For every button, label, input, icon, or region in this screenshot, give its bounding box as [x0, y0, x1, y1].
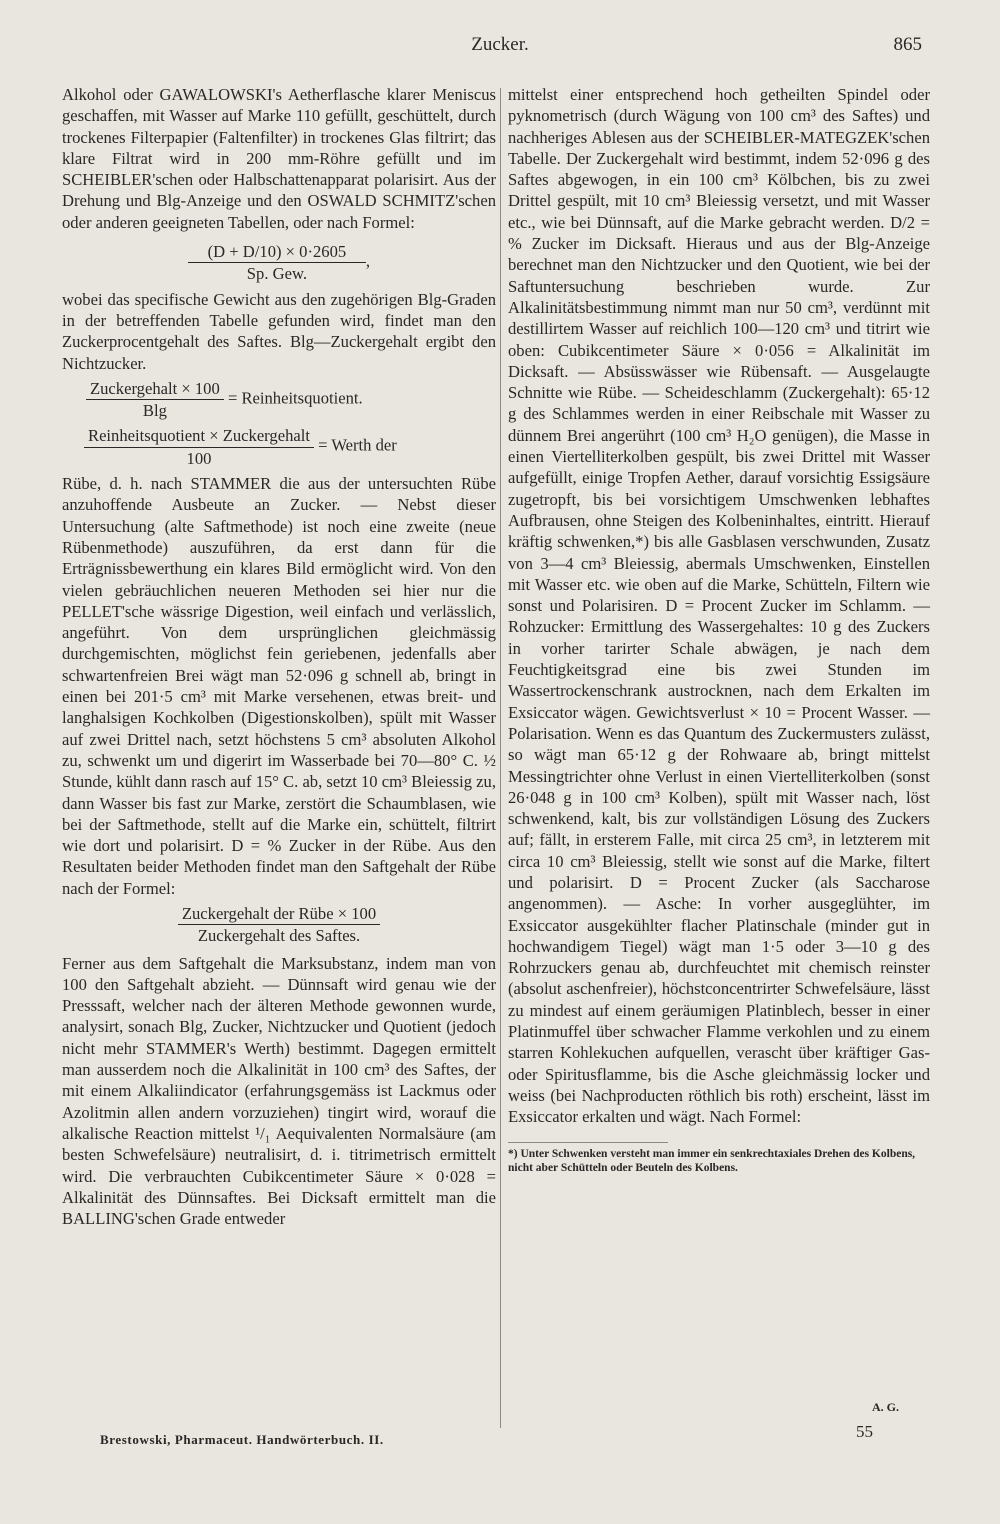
- author-initials: A. G.: [872, 1400, 899, 1414]
- sheet-number: 55: [856, 1422, 873, 1441]
- column-divider: [500, 88, 501, 1428]
- right-paragraph-1: mittelst einer entsprechend hoch getheilten Spindel oder pyknometrisch (durch Wägung von 100 cm³ des Saftes) und nachheriges Ablesen aus der SCHEIBLER-MATEGZEK'schen Tabelle. Der Zuckergehalt wird bestimmt, indem 52·096 g des Saftes abgewogen, in ein 100 cm³ Kölbchen, bis zu zwei Drittel gespült, mit 10 cm³ Bleiessig versetzt, und mit Wasser etc., wie bei Dünnsaft, auf die Marke gebracht werden. D/2 = % Zucker im Dicksaft. Hieraus und aus der Blg-Anzeige berechnet man den Nichtzucker und den Quotient, wie bei der Saftuntersuchung beschrieben wurde. Zur Alkalinitätsbestimmung nimmt man nur 50 cm³, verdünnt mit destillirtem Wasser auf reichlich 100—120 cm³ und titrirt wie oben: Cubikcentimeter Säure × 0·056 = Alkalinität im Dicksaft. — Absüsswässer wie Rübensaft. — Ausgelaugte Schnitte wie Rübe. — Scheideschlamm (Zuckergehalt): 65·12 g des Schlammes werden in einer Reibschale mit Wasser zu dünnem Brei angerührt (100 cm³ H₂O genügen), die Masse in einen Viertelliterkolben gespült, bis zwei Drittel mit Wasser aufgefüllt, einige Tropfen Aether, darauf vorsichtig Essigsäure zugetropft, bis bei vorsichtigem Umschwenken lebhaftes Aufbrausen, ohne Steigen des Kolbeninhaltes, eintritt. Hierauf kräftig schwenken,*) bis alle Gasblasen verschwunden, Zusatz von 3—4 cm³ Bleiessig, abermals Umschwenken, Einstellen mit Wasser etc. wie oben auf die Marke, Schütteln, Filtern wie sonst und Polarisiren. D = Procent Zucker im Schlamm. — Rohzucker: Ermittlung des Wassergehaltes: 10 g des Zuckers in vorher tarirter Schale abwägen, je nach dem Feuchtigkeitsgrad eine bis zwei Stunden im Wassertrockenschrank austrocknen, nach dem Erkalten im Exsiccator wägen. Gewichtsverlust × 10 = Procent Wasser. — Polarisation. Wenn es das Quantum des Zuckermusters zulässt, so wägt man 65·12 g der Rohwaare ab, bringt mittelst Messingtrichter ohne Verlust in einen Viertelliterkolben (sonst 26·048 g in 100 cm³ Kolben), spült mit Wasser nach, löst schwenkend, kalt, bis zur vollständigen Lösung des Zuckers auf; fällt, in ersterem Falle, mit circa 25 cm³, in letzterem mit circa 10 cm³ Bleiessig, stellt wie sonst auf die Marke, filtert und polarisirt. D = Procent Zucker (als Saccharose angenommen). — Asche: In vorher ausgeglühter, im Exsiccator ausgekühlter flacher Platinschale (minder gut in hochwandigem Tiegel) wägt man 1·5 oder 3—10 g des Rohrzuckers genau ab, durchfeuchtet mit chemisch reinster (absolut aschenfreier), höchstconcentrirter Schwefelsäure, lässt zu mindest auf einem geräumigen Platinblech, besser in einer Platinmuffel über schwacher Flamme verkohlen und zu einem starren Kohlekuchen aufquellen, verascht über kräftiger Gas- oder Spiritusflamme, bis die Asche gleichmässig locker und weiss (bei Nachproducten röthlich bis roth) erscheint, lässt im Exsiccator erkalten und wägt. Nach Formel:: [508, 85, 930, 1127]
- formula-purity-quotient: $\frac{\text{Zuckergehalt × 100}}{Blg}$ = Reinheitsquotient.: [86, 378, 496, 422]
- left-paragraph-1: Alkohol oder GAWALOWSKI's Aetherflasche klarer Meniscus geschaffen, mit Wasser auf Marke 110 gefüllt, geschüttelt, durch trockenes Filterpapier (Faltenfilter) in trockenes Glas filtrirt; das klare Filtrat wird in 200 mm-Röhre gefüllt und im SCHEIBLER'schen oder Halbschattenapparat polarisirt. Aus der Drehung und Blg-Anzeige und den OSWALD SCHMITZ'schen oder anderen geeigneten Tabellen, oder nach Formel:: [62, 85, 496, 232]
- page-number: 865: [893, 34, 922, 55]
- footnote: *) Unter Schwenken versteht man immer ein senkrechtaxiales Drehen des Kolbens, nicht aber Schütteln oder Beuteln des Kolbens.: [508, 1147, 916, 1174]
- page-header: [0, 30, 1000, 60]
- formula-denominator: Sp. Gew.: [246, 264, 308, 284]
- right-column: [508, 84, 930, 1175]
- left-paragraph-2: wobei das specifische Gewicht aus den zugehörigen Blg-Graden in der betreffenden Tabelle gefunden wird, findet man den Zuckerprocentgehalt des Saftes. Blg—Zuckergehalt ergibt den Nichtzucker.: [62, 289, 496, 373]
- formula-beet-value: $\frac{\text{Reinheitsquotient × Zuckergehalt}}{100}$ = Werth der: [84, 425, 496, 469]
- formula-juice-content: $\frac{\text{Zuckergehalt der Rübe × 100}}{\text{Zuckergehalt des Saftes.}}$: [62, 903, 496, 947]
- left-paragraph-4: Ferner aus dem Saftgehalt die Marksubstanz, indem man von 100 den Saftgehalt abzieht. — Dünnsaft wird genau wie der Presssaft, welcher nach der älteren Methode gewonnen wurde, analysirt, sonach Blg, Zucker, Nichtzucker und Quotient (jedoch nicht mehr STAMMER's Werth) bestimmt. Dagegen ermittelt man ausserdem noch die Alkalinität in 100 cm³ des Saftes, der mit einem Alkaliindicator (erfahrungsgemäss ist Lackmus oder Azolitmin allen andern vorzuziehen) tingirt wird, worauf die alkalische Reaction mittelst ¹/₁ Aequivalenten Normalsäure (am besten Schwefelsäure) neutralisirt, d. i. titrimetrisch ermittelt wird. Die verbrauchten Cubikcentimeter Säure × 0·028 = Alkalinität des Dünnsaftes. Bei Dicksaft ermittelt man die BALLING'schen Grade entweder: [62, 953, 496, 1229]
- footer-source: Brestowski, Pharmaceut. Handwörterbuch. II.: [100, 1432, 384, 1447]
- formula-sugar-percent: $\frac{(D + D/10) \times 0\cdot 2605}{\text{Sp. Gew.}}$ ,: [62, 241, 496, 285]
- left-paragraph-3: Rübe, d. h. nach STAMMER die aus der untersuchten Rübe anzuhoffende Ausbeute an Zucker. — Nebst dieser Untersuchung (alte Saftmethode) ist noch eine zweite (neue Rübenmethode) auszuführen, da erst dann für die Erträgnissbewerthung ein klares Bild ermöglicht wird. Von den vielen gebräuchlichen neueren Methoden sei hier nur die PELLET'sche wässrige Digestion, weil einfach und verlässlich, angeführt. Von dem ursprünglichen gleichmässig durchgemischten, möglichst fein geriebenen, jedenfalls aber schwartenfreien Brei wägt man 52·096 g schnell ab, bringt in einen bei 201·5 cm³ mit Marke versehenen, etwas breit- und langhalsigen Kochkolben (Digestionskolben), spült mit Wasser auf zwei Drittel nach, setzt höchstens 5 cm³ absoluten Alkohol zu, schwenkt um und digerirt im Wasserbade bei 70—80° C. ½ Stunde, kühlt dann rasch auf 15° C. ab, setzt 10 cm³ Bleiessig zu, dann Wasser bis fast zur Marke, zerstört die Schaumblasen, wie bei der Saftmethode, stellt auf die Marke ein, schüttelt, filtrirt wie dort und polarisirt. D = % Zucker in der Rübe. Aus den Resultaten beider Methoden findet man den Saftgehalt der Rübe nach der Formel:: [62, 474, 496, 898]
- running-title: Zucker.: [471, 34, 529, 55]
- left-column: [62, 84, 496, 1229]
- footnote-rule: [508, 1142, 668, 1143]
- formula-numerator: (D + D/10) × 0·2605: [188, 241, 366, 263]
